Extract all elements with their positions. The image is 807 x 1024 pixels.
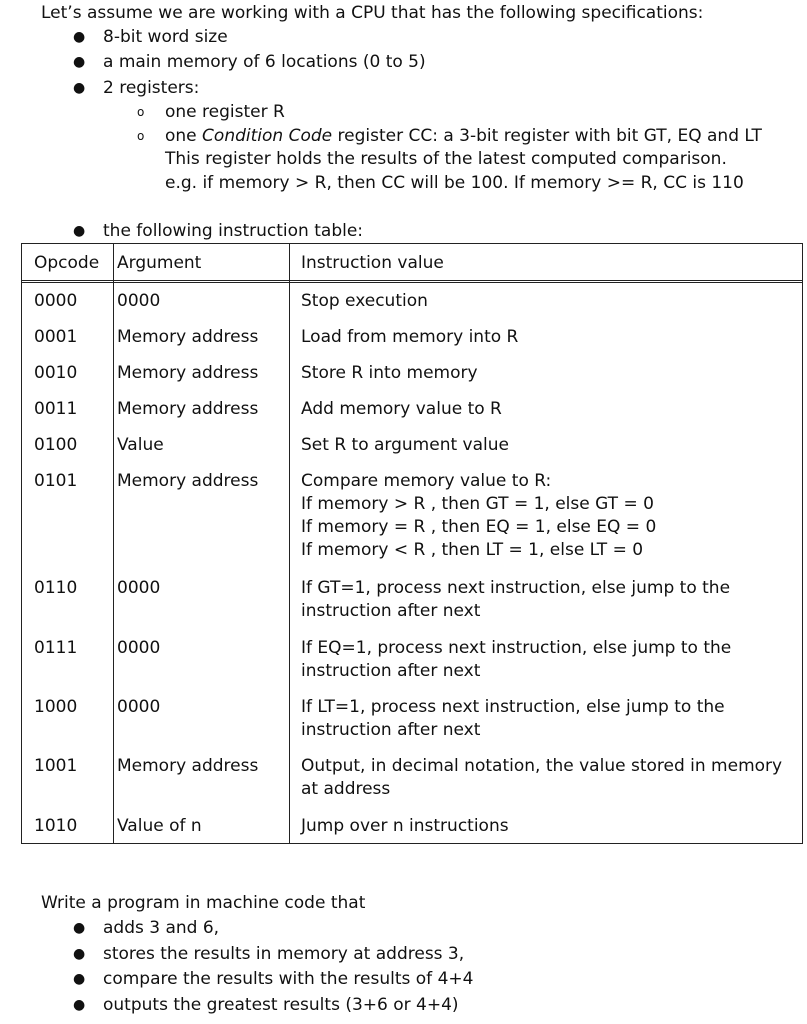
- instruction-cell: Add memory value to R: [301, 399, 502, 419]
- register-r: one register R: [165, 102, 285, 122]
- opcode-cell: 0100: [34, 435, 78, 455]
- opcode-cell: 0101: [34, 471, 78, 491]
- instruction-cell: Load from memory into R: [301, 327, 519, 347]
- spec-word-size: 8-bit word size: [103, 27, 228, 47]
- register-cc: [165, 125, 762, 147]
- argument-cell: Memory address: [117, 471, 259, 491]
- bullet-icon: ●: [73, 223, 86, 239]
- bullet-icon: ●: [73, 920, 86, 936]
- sub-bullet-icon: o: [137, 105, 145, 119]
- instruction-table: [21, 243, 803, 844]
- spec-registers: 2 registers:: [103, 78, 200, 98]
- register-cc-line2: This register holds the results of the latest computed comparison.: [165, 149, 727, 169]
- opcode-cell: 1001: [34, 756, 78, 776]
- bullet-icon: ●: [73, 54, 86, 70]
- opcode-cell: 0001: [34, 327, 78, 347]
- task-intro: Write a program in machine code that: [41, 893, 366, 913]
- argument-cell: Value of n: [117, 816, 202, 836]
- instruction-line: If memory > R , then GT = 1, else GT = 0: [301, 494, 654, 514]
- intro-text: Let’s assume we are working with a CPU that has the following specifications:: [41, 3, 704, 23]
- argument-cell: 0000: [117, 291, 161, 311]
- task-item: compare the results with the results of 4+4: [103, 969, 474, 989]
- opcode-cell: 1010: [34, 816, 78, 836]
- spec-memory: a main memory of 6 locations (0 to 5): [103, 52, 426, 72]
- bullet-icon: ●: [73, 80, 86, 96]
- opcode-cell: 0000: [34, 291, 78, 311]
- instruction-line: If LT=1, process next instruction, else jump to the: [301, 697, 725, 717]
- instruction-cell: Stop execution: [301, 291, 428, 311]
- instruction-line: If memory < R , then LT = 1, else LT = 0: [301, 540, 644, 560]
- opcode-cell: 1000: [34, 697, 78, 717]
- bullet-icon: ●: [73, 971, 86, 987]
- instruction-cell: Jump over n instructions: [301, 816, 509, 836]
- table-intro: the following instruction table:: [103, 221, 364, 241]
- column-divider: [113, 244, 114, 843]
- instruction-cell: Store R into memory: [301, 363, 478, 383]
- bullet-icon: ●: [73, 997, 86, 1013]
- argument-cell: Value: [117, 435, 164, 455]
- instruction-line: If memory = R , then EQ = 1, else EQ = 0: [301, 517, 657, 537]
- instruction-cell: [301, 755, 782, 801]
- register-cc-prefix: one: [165, 126, 203, 146]
- instruction-cell: [301, 577, 730, 623]
- task-item: outputs the greatest results (3+6 or 4+4): [103, 995, 459, 1015]
- row-divider: [22, 280, 802, 281]
- sub-bullet-icon: o: [137, 129, 145, 143]
- instruction-cell: [301, 696, 725, 742]
- header-instruction-value: Instruction value: [301, 253, 444, 273]
- instruction-line: at address: [301, 779, 391, 799]
- register-cc-line3: e.g. if memory > R, then CC will be 100. If memory >= R, CC is 110: [165, 173, 744, 193]
- instruction-line: instruction after next: [301, 661, 481, 681]
- header-argument: Argument: [117, 253, 202, 273]
- opcode-cell: 0011: [34, 399, 78, 419]
- header-opcode: Opcode: [34, 253, 100, 273]
- task-item: stores the results in memory at address 3,: [103, 944, 465, 964]
- register-cc-suffix: register CC: a 3-bit register with bit GT, EQ and LT: [332, 126, 762, 146]
- bullet-icon: ●: [73, 29, 86, 45]
- task-item: adds 3 and 6,: [103, 918, 220, 938]
- argument-cell: Memory address: [117, 399, 259, 419]
- bullet-icon: ●: [73, 946, 86, 962]
- instruction-line: Compare memory value to R:: [301, 471, 552, 491]
- instruction-line: If GT=1, process next instruction, else jump to the: [301, 578, 731, 598]
- row-divider: [22, 282, 802, 283]
- argument-cell: Memory address: [117, 756, 259, 776]
- argument-cell: 0000: [117, 578, 161, 598]
- argument-cell: Memory address: [117, 363, 259, 383]
- opcode-cell: 0110: [34, 578, 78, 598]
- argument-cell: Memory address: [117, 327, 259, 347]
- instruction-line: instruction after next: [301, 720, 481, 740]
- argument-cell: 0000: [117, 638, 161, 658]
- column-divider: [289, 244, 290, 843]
- instruction-cell: Set R to argument value: [301, 435, 509, 455]
- register-cc-italic: Condition Code: [202, 126, 333, 146]
- opcode-cell: 0111: [34, 638, 78, 658]
- argument-cell: 0000: [117, 697, 161, 717]
- instruction-line: instruction after next: [301, 601, 481, 621]
- instruction-line: Output, in decimal notation, the value stored in memory: [301, 756, 783, 776]
- opcode-cell: 0010: [34, 363, 78, 383]
- instruction-cell: [301, 470, 656, 562]
- instruction-line: If EQ=1, process next instruction, else jump to the: [301, 638, 732, 658]
- instruction-cell: [301, 637, 731, 683]
